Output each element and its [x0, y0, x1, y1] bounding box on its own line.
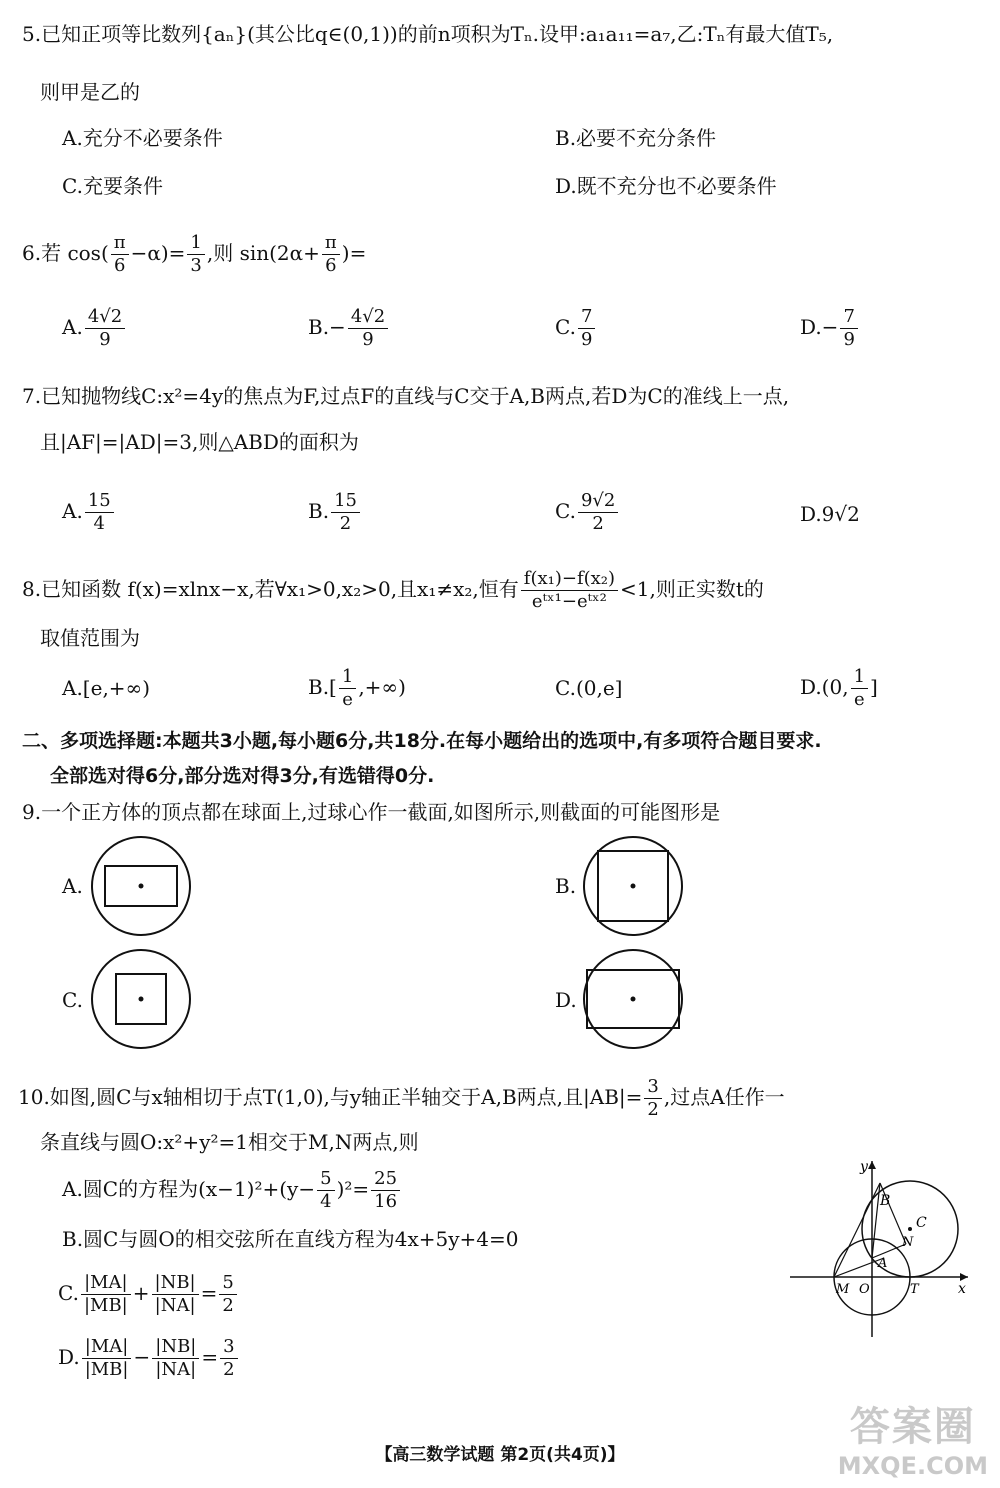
q7-option-a: [62, 490, 116, 535]
frac-denominator: 16: [374, 1191, 398, 1212]
frac-denominator: 2: [223, 1359, 235, 1380]
frac-denominator: e: [853, 689, 865, 710]
option-frac: [578, 306, 595, 351]
frac-denominator: |MB|: [83, 1295, 128, 1316]
q5-option-c: C.充要条件: [62, 174, 163, 198]
option-label: A.: [62, 499, 83, 523]
option-frac: [317, 1168, 334, 1213]
label-b: B: [880, 1193, 891, 1209]
q7-option-c: [555, 490, 620, 535]
operator: +: [132, 1281, 150, 1305]
q9-figure-c: [88, 947, 194, 1051]
q6-frac-1-3: [187, 232, 204, 277]
frac-numerator: 4√2: [85, 306, 125, 329]
q10-option-c: [58, 1272, 239, 1317]
q10-stem-part-b: ,过点A任作一: [663, 1085, 785, 1109]
option-label: D.−: [800, 315, 839, 339]
option-frac-2: [152, 1336, 199, 1381]
frac-numerator: 4√2: [348, 306, 388, 329]
option-label: A.: [62, 315, 83, 339]
option-frac: [840, 306, 857, 351]
q5-option-d: D.既不充分也不必要条件: [555, 174, 777, 198]
option-label: B.: [308, 499, 330, 523]
frac-denominator: 2: [339, 513, 352, 534]
q8-stem-part-a: 8.已知函数 f(x)=xlnx−x,若∀x₁>0,x₂>0,且x₁≠x₂,恒有: [22, 577, 519, 601]
q9-stem: 9.一个正方体的顶点都在球面上,过球心作一截面,如图所示,则截面的可能图形是: [22, 800, 721, 824]
frac-numerator: |MA|: [82, 1336, 132, 1359]
label-a: A: [878, 1256, 888, 1271]
frac-numerator: 15: [331, 490, 360, 513]
option-label: B.−: [308, 315, 346, 339]
q10-ab-frac: [644, 1076, 661, 1121]
x-axis-arrow-icon: [960, 1273, 968, 1281]
q9-option-c-label: C.: [62, 988, 83, 1012]
q10-option-d: [58, 1336, 240, 1381]
frac-numerator: |MA|: [81, 1272, 131, 1295]
center-dot: [631, 997, 636, 1002]
q7-option-d: D.9√2: [800, 502, 860, 526]
option-frac-1: [82, 1336, 132, 1381]
frac-numerator: |NB|: [152, 1336, 199, 1359]
segment-mb: [834, 1183, 880, 1277]
frac-numerator: 1: [187, 232, 204, 255]
option-frac: [85, 490, 114, 535]
watermark: [838, 1395, 988, 1480]
q6-stem: [22, 232, 366, 277]
equals-sign: =: [200, 1281, 218, 1305]
label-y: y: [860, 1159, 868, 1175]
center-dot: [139, 884, 144, 889]
q6-frac-pi-6-second: [322, 232, 340, 277]
option-label: B.[: [308, 675, 337, 699]
operator: −: [133, 1345, 151, 1369]
option-frac-2: [152, 1272, 199, 1317]
y-axis-arrow-icon: [868, 1161, 876, 1169]
frac-denominator: e: [342, 689, 353, 710]
q10-option-a: [62, 1168, 402, 1213]
option-frac: [578, 490, 618, 535]
q5-option-b: B.必要不充分条件: [555, 126, 717, 150]
frac-numerator: 25: [371, 1168, 400, 1191]
frac-denominator: 4: [93, 513, 105, 534]
frac-denominator: 4: [320, 1191, 332, 1212]
equals-sign: =: [201, 1345, 219, 1369]
q10-figure: [780, 1155, 980, 1345]
option-text-a: A.圆C的方程为(x−1)²+(y−: [62, 1177, 316, 1201]
option-frac: [339, 666, 356, 711]
q6-option-c: [555, 306, 597, 351]
frac-denominator: |NA|: [155, 1359, 197, 1380]
section2-heading-line2: 全部选对得6分,部分选对得3分,有选错得0分.: [50, 765, 435, 787]
frac-numerator: 5: [219, 1272, 236, 1295]
q10-option-b: B.圆C与圆O的相交弦所在直线方程为4x+5y+4=0: [62, 1227, 519, 1251]
frac-numerator: π: [322, 232, 340, 255]
option-label: D.: [58, 1345, 80, 1369]
q8-condition-frac: [521, 568, 618, 613]
frac-denominator: 2: [592, 513, 604, 534]
frac-numerator: 1: [339, 666, 356, 689]
q5-option-a: A.充分不必要条件: [62, 126, 223, 150]
option-frac: [348, 306, 388, 351]
q9-figure-b: [580, 834, 686, 938]
label-x: x: [958, 1281, 966, 1297]
frac-numerator: f(x₁)−f(x₂): [521, 568, 618, 591]
q8-option-d: [800, 666, 878, 711]
q6-option-d: [800, 306, 860, 351]
q8-option-b: [308, 666, 406, 711]
option-label: C.: [555, 315, 576, 339]
q6-stem-part-c: ,则 sin(2α+: [206, 241, 320, 265]
q5-stem-line2: 则甲是乙的: [40, 80, 140, 104]
q7-stem-line2: 且|AF|=|AD|=3,则△ABD的面积为: [40, 430, 359, 454]
frac-numerator: 3: [644, 1076, 661, 1099]
label-m: M: [836, 1282, 850, 1297]
frac-denominator: eᵗˣ¹−eᵗˣ²: [531, 591, 607, 612]
frac-denominator: 6: [325, 255, 337, 276]
q6-option-b: [308, 306, 390, 351]
q10-stem-part-a: 10.如图,圆C与x轴相切于点T(1,0),与y轴正半轴交于A,B两点,且|AB|=: [18, 1085, 643, 1109]
option-label: D.(0,: [800, 675, 849, 699]
option-frac: [85, 306, 125, 351]
q7-stem-line1: 7.已知抛物线C:x²=4y的焦点为F,过点F的直线与C交于A,B两点,若D为C的准线上一点,: [22, 384, 790, 408]
frac-numerator: π: [111, 232, 129, 255]
q9-figure-a: [88, 834, 194, 938]
frac-denominator: 2: [222, 1295, 234, 1316]
section2-heading-line1: 二、多项选择题:本题共3小题,每小题6分,共18分.在每小题给出的选项中,有多项符合题目要求.: [22, 730, 822, 752]
frac-denominator: 9: [362, 329, 374, 350]
q9-option-b-label: B.: [555, 874, 577, 898]
frac-denominator: 9: [580, 329, 593, 350]
frac-denominator: 6: [113, 255, 126, 276]
center-c-dot: [908, 1227, 912, 1231]
label-t: T: [910, 1282, 919, 1297]
option-frac-1: [81, 1272, 131, 1317]
q8-stem-line2: 取值范围为: [40, 626, 140, 650]
q9-option-a-label: A.: [62, 874, 83, 898]
frac-numerator: 1: [851, 666, 868, 689]
center-dot: [139, 997, 144, 1002]
q5-stem-line1: 5.已知正项等比数列{aₙ}(其公比q∈(0,1))的前n项积为Tₙ.设甲:a₁a₁₁=a₇,乙:Tₙ有最大值T₅,: [22, 22, 834, 46]
watermark-site: MXQE.COM: [837, 1452, 988, 1480]
frac-denominator: 9: [99, 329, 111, 350]
q9-option-d-label: D.: [555, 988, 577, 1012]
q10-stem-line2: 条直线与圆O:x²+y²=1相交于M,N两点,则: [40, 1130, 419, 1154]
frac-numerator: 7: [578, 306, 595, 329]
option-frac-3: [219, 1272, 236, 1317]
q6-stem-part-d: )=: [341, 241, 367, 265]
frac-denominator: 3: [190, 255, 202, 276]
label-n: N: [902, 1235, 914, 1250]
q6-stem-part-b: −α)=: [130, 241, 186, 265]
center-dot: [631, 884, 636, 889]
label-o: O: [859, 1282, 870, 1297]
q6-stem-part-a: 6.若 cos(: [22, 241, 109, 265]
frac-denominator: |NA|: [154, 1295, 196, 1316]
option-frac: [331, 490, 360, 535]
q7-option-b: [308, 490, 362, 535]
option-text-b: )²=: [336, 1177, 370, 1201]
frac-denominator: 2: [647, 1099, 659, 1120]
q10-stem-line1: [18, 1076, 785, 1121]
q8-option-a: A.[e,+∞): [62, 676, 151, 700]
watermark-logo: 答案圈: [849, 1404, 976, 1450]
option-label: C.: [555, 499, 576, 523]
q8-option-c: C.(0,e]: [555, 676, 623, 700]
label-c: C: [916, 1215, 927, 1231]
frac-numerator: 15: [85, 490, 114, 513]
frac-numerator: |NB|: [152, 1272, 199, 1295]
option-frac-rhs: [371, 1168, 400, 1213]
option-frac: [851, 666, 868, 711]
option-tail: ,+∞): [358, 675, 406, 699]
page-footer: 【高三数学试题 第2页(共4页)】: [375, 1445, 625, 1465]
q8-stem-part-b: <1,则正实数t的: [620, 577, 764, 601]
option-tail: ]: [870, 675, 878, 699]
frac-denominator: |MB|: [84, 1359, 129, 1380]
frac-numerator: 7: [840, 306, 857, 329]
frac-numerator: 3: [220, 1336, 237, 1359]
option-label: C.: [58, 1281, 79, 1305]
q6-frac-pi-6: [111, 232, 129, 277]
frac-denominator: 9: [843, 329, 855, 350]
frac-numerator: 9√2: [578, 490, 618, 513]
option-frac-3: [220, 1336, 237, 1381]
frac-numerator: 5: [317, 1168, 334, 1191]
q6-option-a: [62, 306, 127, 351]
q8-stem-line1: [22, 568, 764, 613]
q9-figure-d: [580, 947, 686, 1051]
